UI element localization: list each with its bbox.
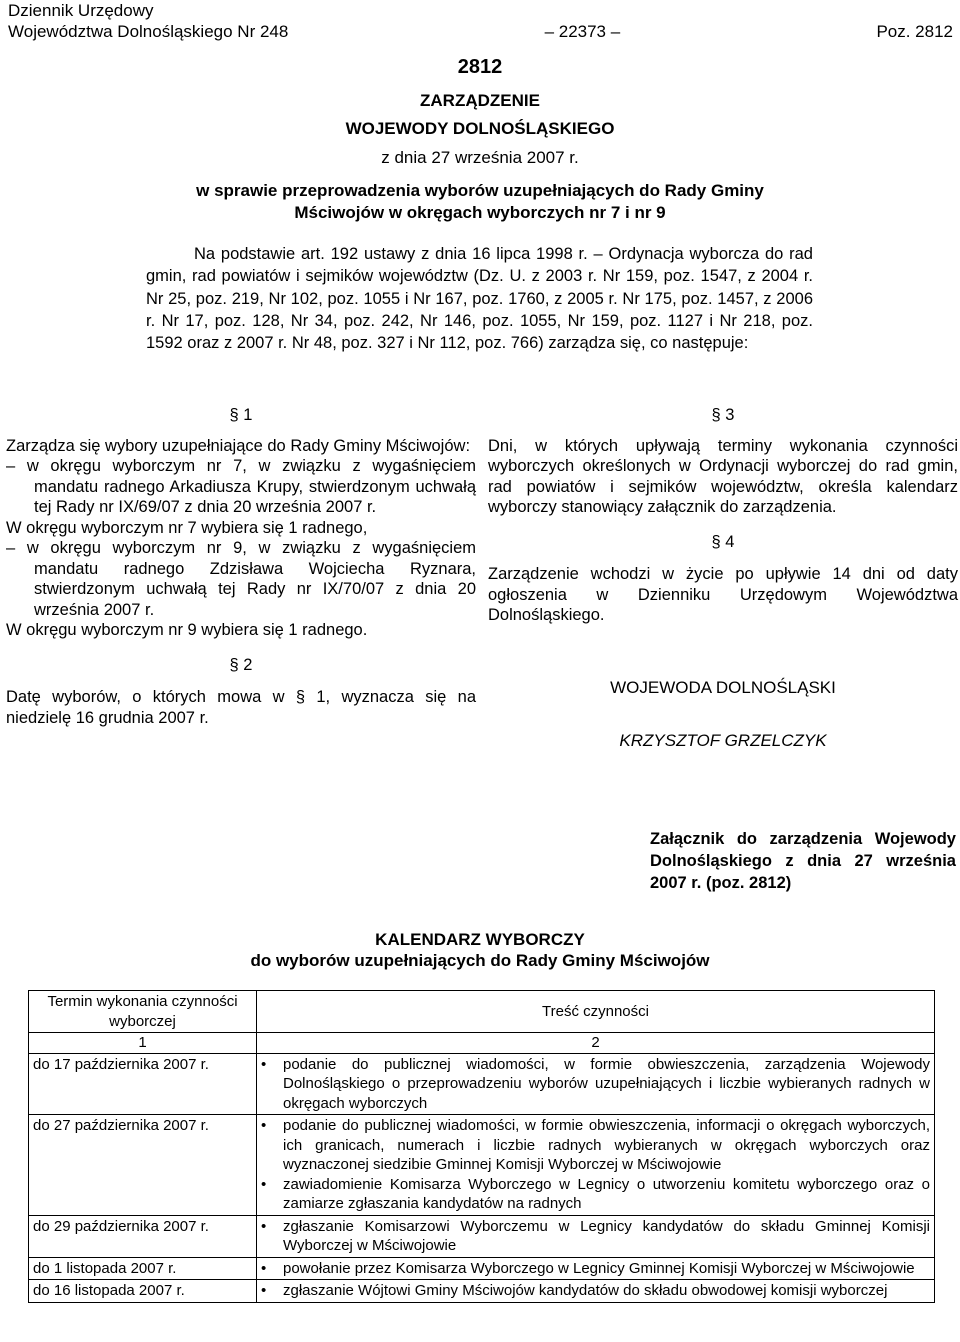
calendar-subtitle: do wyborów uzupełniających do Rady Gminy Mściwojów bbox=[250, 951, 710, 970]
row-date: do 17 października 2007 r. bbox=[29, 1053, 257, 1115]
section-2-heading: § 2 bbox=[229, 655, 253, 674]
col-number-2: 2 bbox=[257, 1033, 935, 1054]
table-row bbox=[29, 1115, 935, 1216]
section-3-text: Dni, w których upływają terminy wykonania czynności wyborczych określonych w Ordynacji wyborczej do rad gmin, rad powiatów i sejmików województw, określa kalendarz wyborczy stanowiący załącznik do zarządzenia. bbox=[488, 436, 958, 516]
row-item: • podanie do publicznej wiadomości, w formie obwieszczenia, zarządzenia Wojewody Dolnośląskiego o przeprowadzeniu wyborów uzupełniających i liczbie wybieranych radnych w okręgach wyborczych bbox=[283, 1055, 930, 1114]
calendar-title: KALENDARZ WYBORCZY bbox=[375, 930, 585, 949]
header-line bbox=[8, 21, 953, 42]
row-date: do 16 listopada 2007 r. bbox=[29, 1280, 257, 1303]
section-2-text: Datę wyborów, o których mowa w § 1, wyznacza się na niedzielę 16 grudnia 2007 r. bbox=[6, 688, 476, 727]
document-issuer: WOJEWODY DOLNOŚLĄSKIEGO bbox=[345, 119, 615, 138]
row-date: do 29 października 2007 r. bbox=[29, 1215, 257, 1257]
table-row bbox=[29, 1280, 935, 1303]
right-column bbox=[488, 405, 958, 626]
row-item: • zgłaszanie Wójtowi Gminy Mściwojów kandydatów do składu obwodowej komisji wyborczej bbox=[283, 1281, 930, 1301]
left-column bbox=[6, 405, 476, 728]
header-content: Treść czynności bbox=[257, 991, 935, 1033]
document-date: z dnia 27 września 2007 r. bbox=[381, 148, 579, 167]
table-row bbox=[29, 1257, 935, 1280]
calendar-table bbox=[28, 990, 935, 1303]
table-row bbox=[29, 1215, 935, 1257]
section-1-item-2-note: W okręgu wyborczym nr 9 wybiera się 1 radnego. bbox=[6, 621, 368, 639]
row-date: do 27 października 2007 r. bbox=[29, 1115, 257, 1216]
signature-title: WOJEWODA DOLNOŚLĄSKI bbox=[610, 678, 836, 697]
row-item: • powołanie przez Komisarza Wyborczego w Legnicy Gminnej Komisji Wyborczej w Mściwojowie bbox=[283, 1259, 930, 1279]
journal-issue: Województwa Dolnośląskiego Nr 248 bbox=[8, 22, 289, 41]
section-1-intro: Zarządza się wybory uzupełniające do Rady Gminy Mściwojów: bbox=[6, 436, 471, 455]
section-1-heading: § 1 bbox=[229, 406, 253, 424]
signature-name: KRZYSZTOF GRZELCZYK bbox=[619, 731, 827, 750]
row-item: • zgłaszanie Komisarzowi Wyborczemu w Legnicy kandydatów do składu Gminnej Komisji Wyborczej w Mściwojowie bbox=[283, 1217, 930, 1256]
row-item: • zawiadomienie Komisarza Wyborczego w Legnicy o utworzeniu komitetu wyborczego oraz o zamiarze zgłaszania kandydatów na radnych bbox=[283, 1175, 930, 1214]
preamble: Na podstawie art. 192 ustawy z dnia 16 lipca 1998 r. – Ordynacja wyborcza do rad gmin, rad powiatów i sejmików województw (Dz. U. z 2003 r. Nr 159, poz. 1547, z 2004 r. Nr 25, poz. 219, Nr 102, poz. 1055 i Nr 167, poz. 1760, z 2005 r. Nr 175, poz. 1457, z 2006 r. Nr 17, poz. 128, Nr 34, poz. 242, Nr 146, poz. 1055, Nr 159, poz. 1127 i Nr 218, poz. 1592 oraz z 2007 r. Nr 48, poz. 327 i Nr 112, poz. 766) zarządza się, co następuje: bbox=[146, 245, 813, 353]
section-1-item-1: – w okręgu wyborczym nr 7, w związku z wygaśnięciem mandatu radnego Arkadiusza Krupy, stwierdzonym uchwałą tej Rady nr IX/69/07 z dnia 20 września 2007 r. bbox=[6, 457, 476, 516]
header-date: Termin wykonania czynności wyborczej bbox=[29, 991, 257, 1033]
position-number: Poz. 2812 bbox=[876, 22, 953, 41]
table-header-row bbox=[29, 991, 935, 1033]
section-1-item-1-note: W okręgu wyborczym nr 7 wybiera się 1 radnego, bbox=[6, 518, 368, 537]
table-number-row bbox=[29, 1033, 935, 1054]
section-3-heading: § 3 bbox=[711, 406, 735, 424]
section-4-heading: § 4 bbox=[711, 532, 735, 551]
row-date: do 1 listopada 2007 r. bbox=[29, 1257, 257, 1280]
row-item: • podanie do publicznej wiadomości, w formie obwieszczenia, informacji o okręgach wyborczych, ich granicach, numerach i liczbie radnych wybieranych w okręgach wyborczych oraz wyznaczonej siedzibie Gminnej Komisji Wyborczej w Mściwojowie bbox=[283, 1116, 930, 1175]
document-subject: w sprawie przeprowadzenia wyborów uzupełniających do Rady Gminy Mściwojów w okręgach wyborczych nr 7 i nr 9 bbox=[196, 181, 764, 222]
page-header bbox=[8, 0, 953, 42]
journal-title: Dziennik Urzędowy bbox=[8, 1, 154, 20]
col-number-1: 1 bbox=[29, 1033, 257, 1054]
section-4-text: Zarządzenie wchodzi w życie po upływie 14 dni od daty ogłoszenia w Dzienniku Urzędowym Województwa Dolnośląskiego. bbox=[488, 565, 958, 624]
annex-heading: Załącznik do zarządzenia Wojewody Dolnośląskiego z dnia 27 września 2007 r. (poz. 2812) bbox=[650, 830, 956, 892]
document-type: ZARZĄDZENIE bbox=[420, 91, 540, 110]
document-number: 2812 bbox=[457, 56, 503, 78]
table-row bbox=[29, 1053, 935, 1115]
page-number: – 22373 – bbox=[544, 22, 621, 41]
section-1-item-2: – w okręgu wyborczym nr 9, w związku z wygaśnięciem mandatu radnego Zdzisława Wojciecha Ryznara, stwierdzonym uchwałą tej Rady nr IX/70/07 z dnia 20 września 2007 r. bbox=[6, 539, 476, 619]
